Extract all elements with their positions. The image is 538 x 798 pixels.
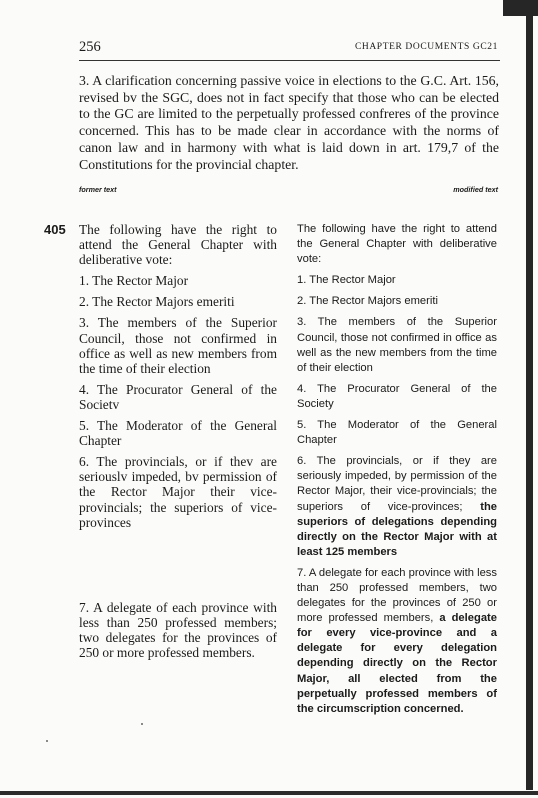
header-rule xyxy=(79,60,500,61)
modified-item-7-addition: a delegate for every vice-province and a delegate for every delegation depending directly on the Rector Major, all elected from the perpetually professed members of the circumscription concerned. xyxy=(297,612,497,715)
former-text-label: former text xyxy=(79,185,117,194)
modified-text-label: modified text xyxy=(453,185,498,194)
margin-number: 405 xyxy=(44,222,66,237)
modified-text-column xyxy=(297,222,497,723)
former-item-3: 3. The members of the Superior Council, those not confirmed in office as well as new members from the time of their election xyxy=(79,315,277,376)
modified-intro: The following have the right to attend the General Chapter with deliberative vote: xyxy=(297,223,497,266)
modified-item-2: 2. The Rector Majors emeriti xyxy=(297,295,438,308)
modified-item-6 xyxy=(297,454,497,560)
former-item-5: 5. The Moderator of the General Chapter xyxy=(79,418,277,449)
modified-item-7 xyxy=(297,566,497,717)
modified-item-1: 1. The Rector Major xyxy=(297,274,396,287)
former-text-column xyxy=(79,222,277,666)
page-number: 256 xyxy=(79,39,101,55)
modified-item-6-text: 6. The provincials, or if they are seriously impeded, by permission of the Rector Major, their vice-provincials; the superiors of vice-provinces; xyxy=(297,455,497,513)
modified-item-7-text: 7. A delegate for each province with less than 250 professed members, two delegates for the provinces of 250 or more professed members, xyxy=(297,566,497,625)
former-item-2: 2. The Rector Majors emeriti xyxy=(79,294,235,310)
scan-speck xyxy=(141,723,143,725)
binding-edge xyxy=(526,0,533,790)
running-header: CHAPTER DOCUMENTS GC21 xyxy=(354,42,498,52)
intro-paragraph: 3. A clarification concerning passive voice in elections to the G.C. Art. 156, revised bv the SGC, does not in fact specify that those who can be elected to the GC are limited to the perpetually professed confreres of the province concerned. This has to be made clear in accordance with the norms of canon law and in harmony with what is laid down in art. 179,7 of the Constitutions for the provincial chapter. xyxy=(79,73,499,172)
former-item-1: 1. The Rector Major xyxy=(79,273,189,289)
modified-item-6-addition: the superiors of delegations depending directly on the Rector Major with at least 125 members xyxy=(297,500,498,558)
bottom-edge xyxy=(0,791,538,795)
modified-item-4: 4. The Procurator General of the Society xyxy=(297,382,497,410)
former-item-4: 4. The Procurator General of the Societv xyxy=(79,381,277,412)
former-item-7: 7. A delegate of each province with less than 250 professed members; two delegates for the provinces of 250 or more professed members. xyxy=(79,599,277,660)
scan-speck xyxy=(46,740,48,742)
former-intro: The following have the right to attend the General Chapter with deliberative vote: xyxy=(79,222,277,268)
modified-item-3: 3. The members of the Superior Council, those not confirmed in office as well as the new members from the time of their election xyxy=(297,316,497,374)
modified-item-5: 5. The Moderator of the General Chapter xyxy=(297,419,497,447)
former-item-6: 6. The provincials, or if thev are seriouslv impeded, bv permission of the Rector Major their vice-provincials; the superiors of vice-provinces xyxy=(79,454,277,530)
